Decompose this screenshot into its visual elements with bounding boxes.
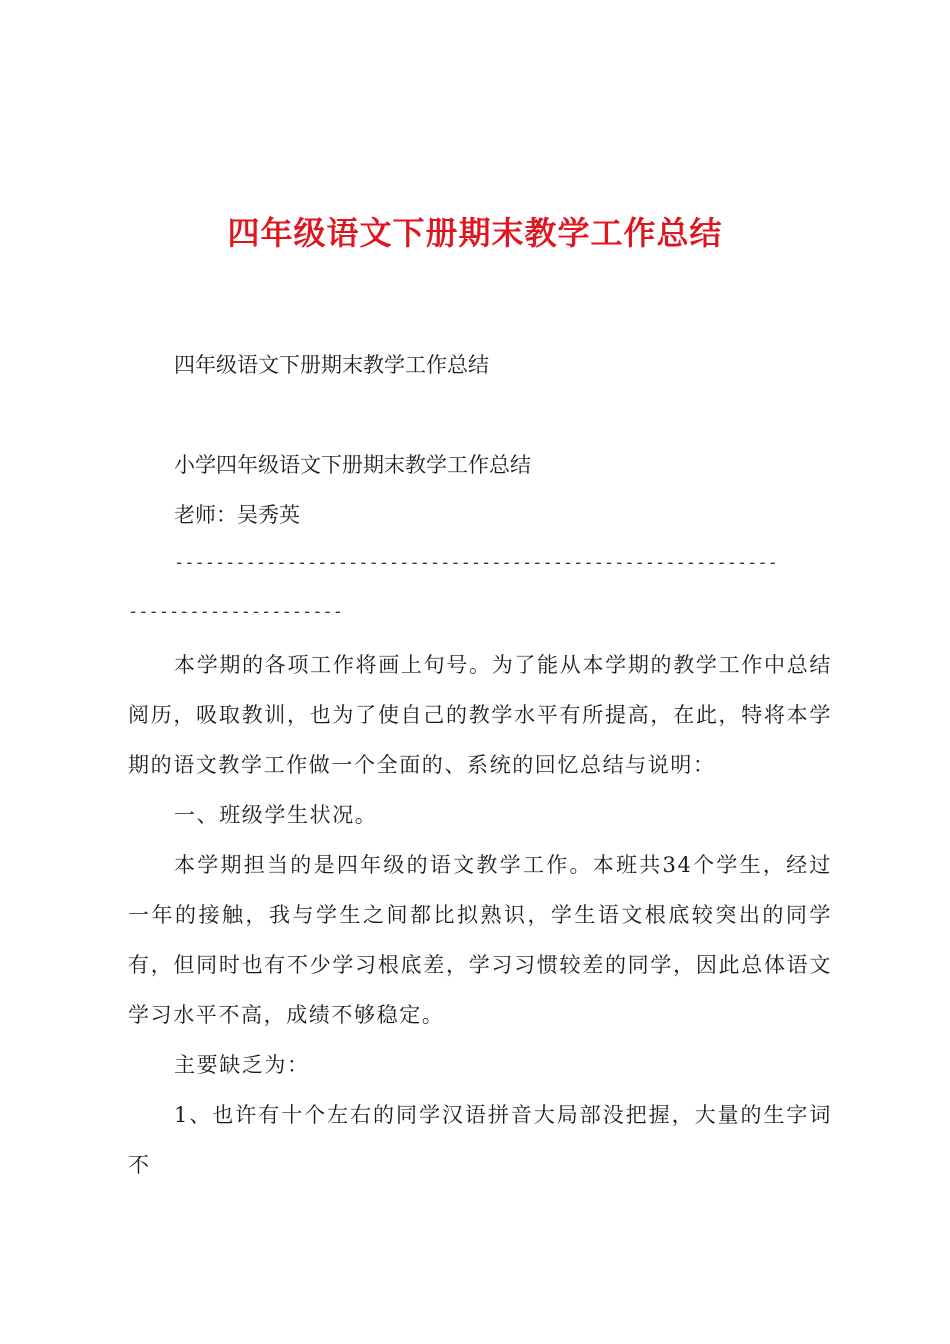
paragraph-section-1: 一、班级学生状况。: [174, 803, 378, 827]
divider-line-2: ---------------------: [128, 602, 343, 622]
paragraph-shortcomings: 主要缺乏为：: [174, 1053, 310, 1077]
document-subtitle: 四年级语文下册期末教学工作总结: [174, 353, 489, 377]
paragraph-class-status: 本学期担当的是四年级的语文教学工作。本班共34个学生，经过一年的接触，我与学生之间都比拟熟识，学生语文根底较突出的同学有，但同时也有不少学习根底差，学习习惯较差的同学，因此总体语文学习水平不高，成绩不够稳定。: [128, 853, 832, 1027]
paragraph-intro: 本学期的各项工作将画上句号。为了能从本学期的教学工作中总结阅历，吸取教训，也为了使自己的教学水平有所提高，在此，特将本学期的语文教学工作做一个全面的、系统的回忆总结与说明：: [128, 653, 832, 777]
paragraph-item-1: 1、也许有十个左右的同学汉语拼音大局部没把握，大量的生字词不: [128, 1103, 832, 1177]
document-title: 四年级语文下册期末教学工作总结: [227, 214, 723, 252]
section-heading: 小学四年级语文下册期末教学工作总结: [174, 453, 531, 477]
divider-line-1: -----------------------------------------------------------: [174, 553, 778, 573]
teacher-name: 老师：吴秀英: [174, 503, 300, 527]
